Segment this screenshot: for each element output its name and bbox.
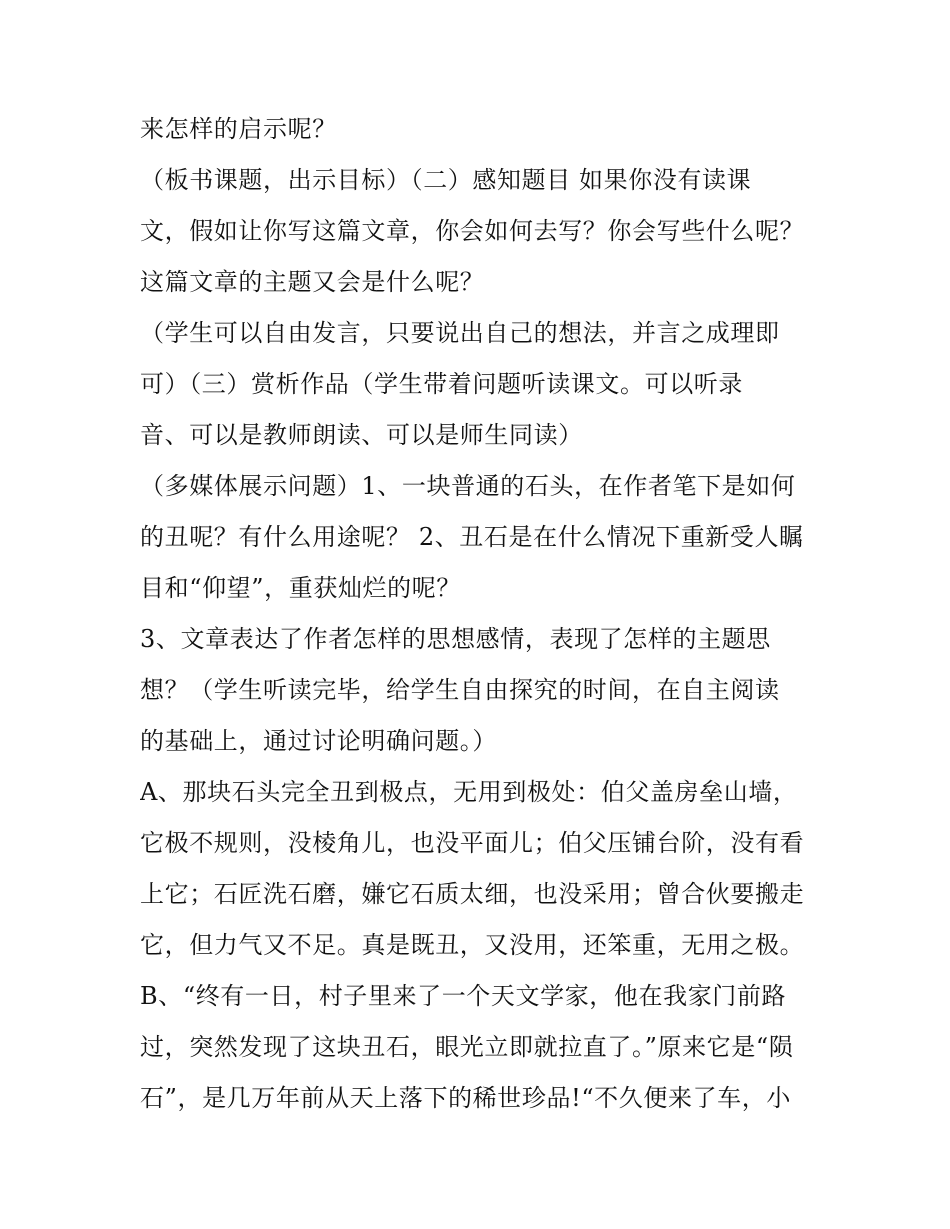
text-line: 来怎样的启示呢？	[140, 115, 337, 143]
body-text	[140, 108, 830, 1128]
text-line: （板书课题，出示目标）（二）感知题目 如果你没有读课	[140, 166, 752, 194]
text-line: B、“终有一日，村子里来了一个天文学家，他在我家门前路	[140, 982, 787, 1010]
text-line: 想？（学生听读完毕，给学生自由探究的时间，在自主阅读	[140, 676, 780, 704]
text-line: （多媒体展示问题）1、一块普通的石头，在作者笔下是如何	[140, 472, 796, 500]
text-line: A、那块石头完全丑到极点，无用到极处：伯父盖房垒山墙，	[140, 778, 798, 806]
text-line: （学生可以自由发言，只要说出自己的想法，并言之成理即	[140, 319, 780, 347]
text-line: 它极不规则，没棱角儿，也没平面儿；伯父压铺台阶，没有看	[140, 829, 805, 857]
text-line: 上它；石匠洗石磨，嫌它石质太细，也没采用；曾合伙要搬走	[140, 880, 805, 908]
text-line: 音、可以是教师朗读、可以是师生同读）	[140, 421, 583, 449]
text-line: 石”，是几万年前从天上落下的稀世珍品!“不久便来了车，小	[140, 1084, 791, 1112]
text-line: 它，但力气又不足。真是既丑，又没用，还笨重，无用之极。	[140, 931, 805, 959]
text-line: 的丑呢？有什么用途呢？ 2、丑石是在什么情况下重新受人瞩	[140, 523, 804, 551]
text-line: 3、文章表达了作者怎样的思想感情，表现了怎样的主题思	[140, 625, 771, 653]
text-line: 的基础上，通过讨论明确问题。）	[140, 727, 497, 755]
text-line: 过，突然发现了这块丑石，眼光立即就拉直了。”原来它是“陨	[140, 1033, 794, 1061]
text-line: 可）（三）赏析作品（学生带着问题听读课文。可以听录	[140, 370, 743, 398]
text-line: 这篇文章的主题又会是什么呢？	[140, 268, 485, 296]
text-line: 文，假如让你写这篇文章，你会如何去写？你会写些什么呢？	[140, 217, 805, 245]
text-line: 目和“仰望”，重获灿烂的呢？	[140, 574, 461, 602]
